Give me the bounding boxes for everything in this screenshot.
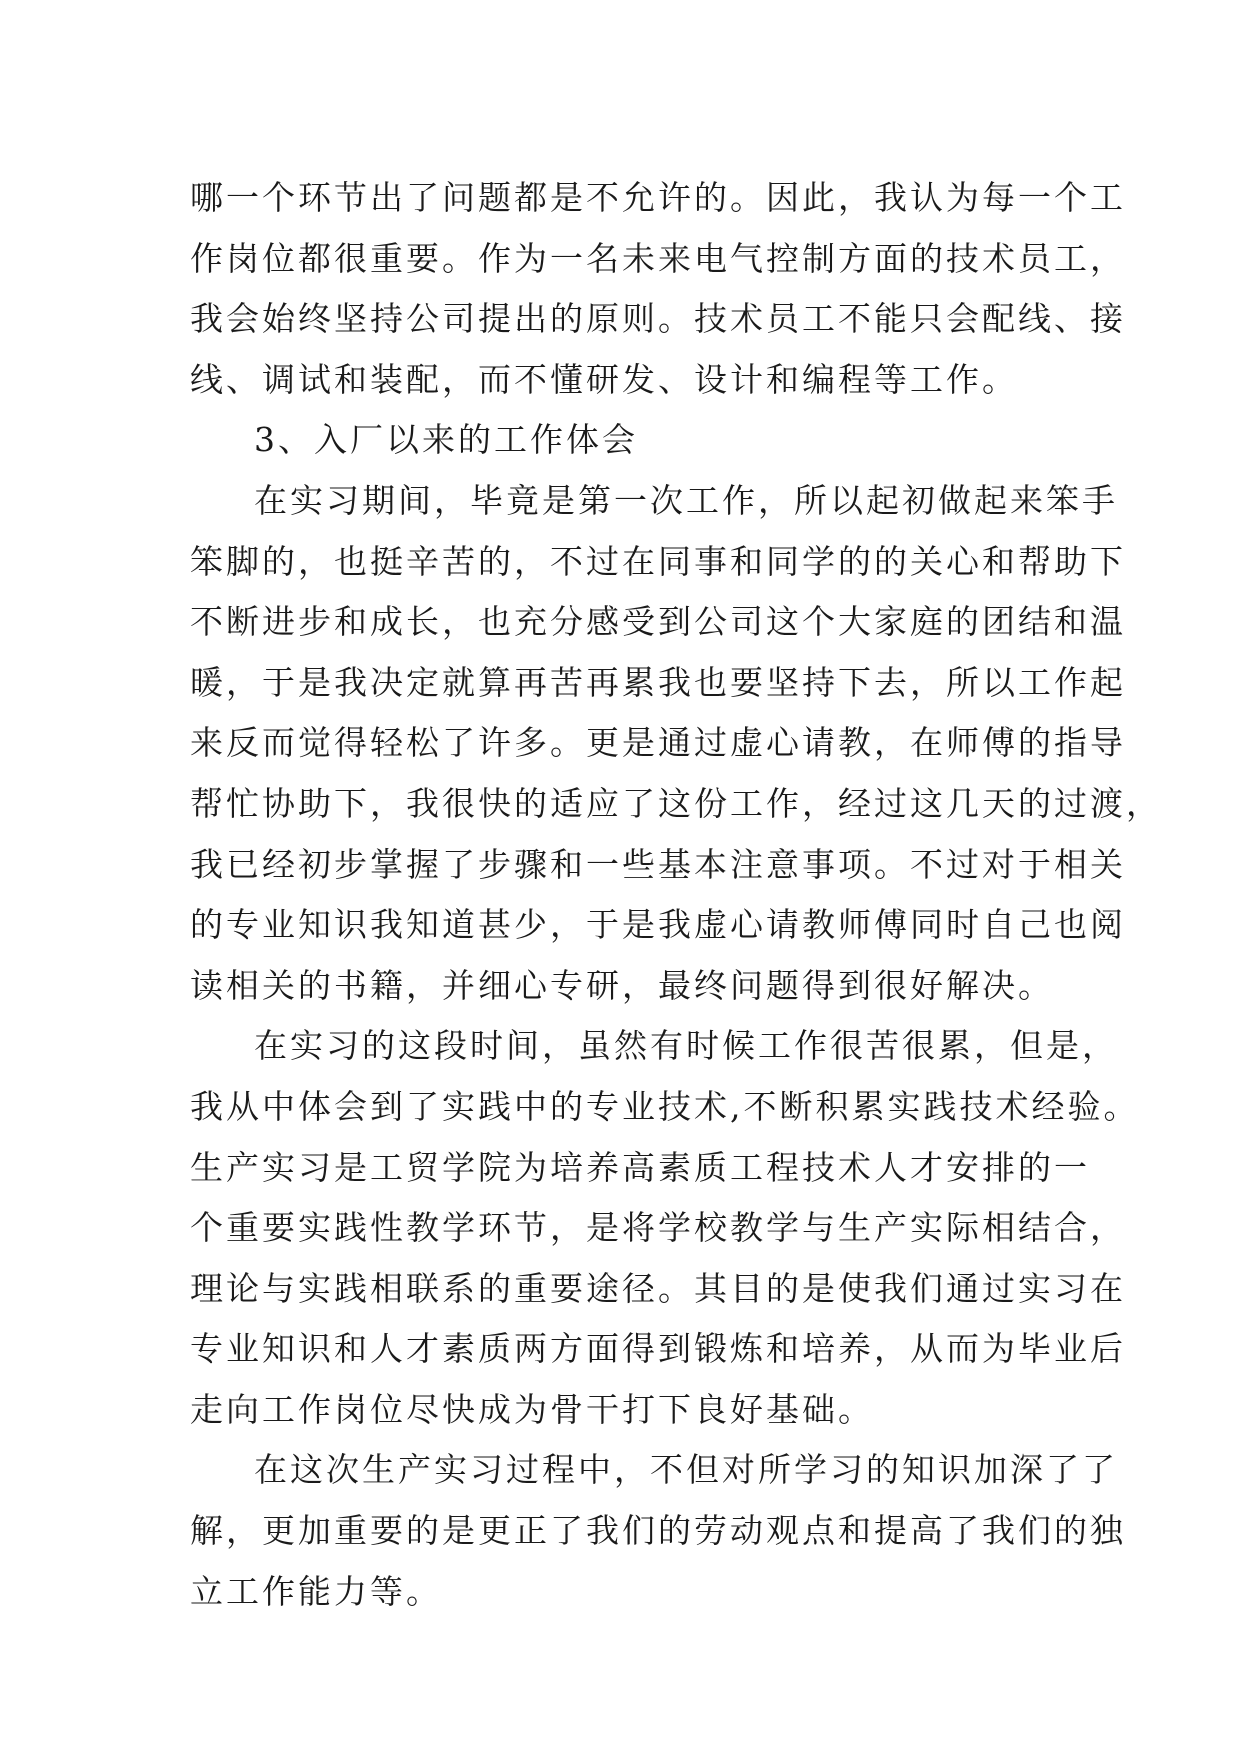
text-line: 哪一个环节出了问题都是不允许的。因此，我认为每一个工: [190, 178, 1126, 217]
text-line: 专业知识和人才素质两方面得到锻炼和培养，从而为毕业后: [190, 1329, 1126, 1369]
text-line: 暖，于是我决定就算再苦再累我也要坚持下去，所以工作起: [190, 662, 1126, 702]
text-line: 解，更加重要的是更正了我们的劳动观点和提高了我们的独: [190, 1511, 1126, 1551]
text-line: 个重要实践性教学环节，是将学校教学与生产实际相结合，: [190, 1208, 1126, 1248]
text-line: 帮忙协助下，我很快的适应了这份工作，经过这几天的过渡，: [190, 783, 1162, 823]
text-line: 的专业知识我知道甚少，于是我虚心请教师傅同时自己也阅: [190, 905, 1126, 945]
text-line: 在实习期间，毕竟是第一次工作，所以起初做起来笨手: [254, 480, 1118, 520]
text-line: 不断进步和成长，也充分感受到公司这个大家庭的团结和温: [190, 602, 1126, 642]
text-line: 我会始终坚持公司提出的原则。技术员工不能只会配线、接: [190, 299, 1126, 339]
text-line: 生产实习是工贸学院为培养高素质工程技术人才安排的一: [190, 1147, 1090, 1187]
text-line: 作岗位都很重要。作为一名未来电气控制方面的技术员工，: [190, 238, 1126, 278]
text-line: 理论与实践相联系的重要途径。其目的是使我们通过实习在: [190, 1268, 1126, 1308]
text-line: 笨脚的，也挺辛苦的，不过在同事和同学的的关心和帮助下: [190, 541, 1126, 581]
text-line: 我从中体会到了实践中的专业技术,不断积累实践技术经验。: [190, 1086, 1140, 1126]
text-line: 立工作能力等。: [190, 1571, 442, 1611]
document-body: [190, 168, 1162, 1622]
text-line: 走向工作岗位尽快成为骨干打下良好基础。: [190, 1389, 874, 1429]
text-line: 来反而觉得轻松了许多。更是通过虚心请教，在师傅的指导: [190, 723, 1126, 763]
text-line: 线、调试和装配，而不懂研发、设计和编程等工作。: [190, 359, 1018, 399]
text-line: 读相关的书籍，并细心专研，最终问题得到很好解决。: [190, 965, 1054, 1005]
text-line: 我已经初步掌握了步骤和一些基本注意事项。不过对于相关: [190, 844, 1126, 884]
text-line: 在这次生产实习过程中，不但对所学习的知识加深了了: [254, 1450, 1118, 1490]
text-line: 3、入厂以来的工作体会: [254, 420, 638, 460]
text-line: 在实习的这段时间，虽然有时候工作很苦很累，但是，: [254, 1026, 1118, 1066]
